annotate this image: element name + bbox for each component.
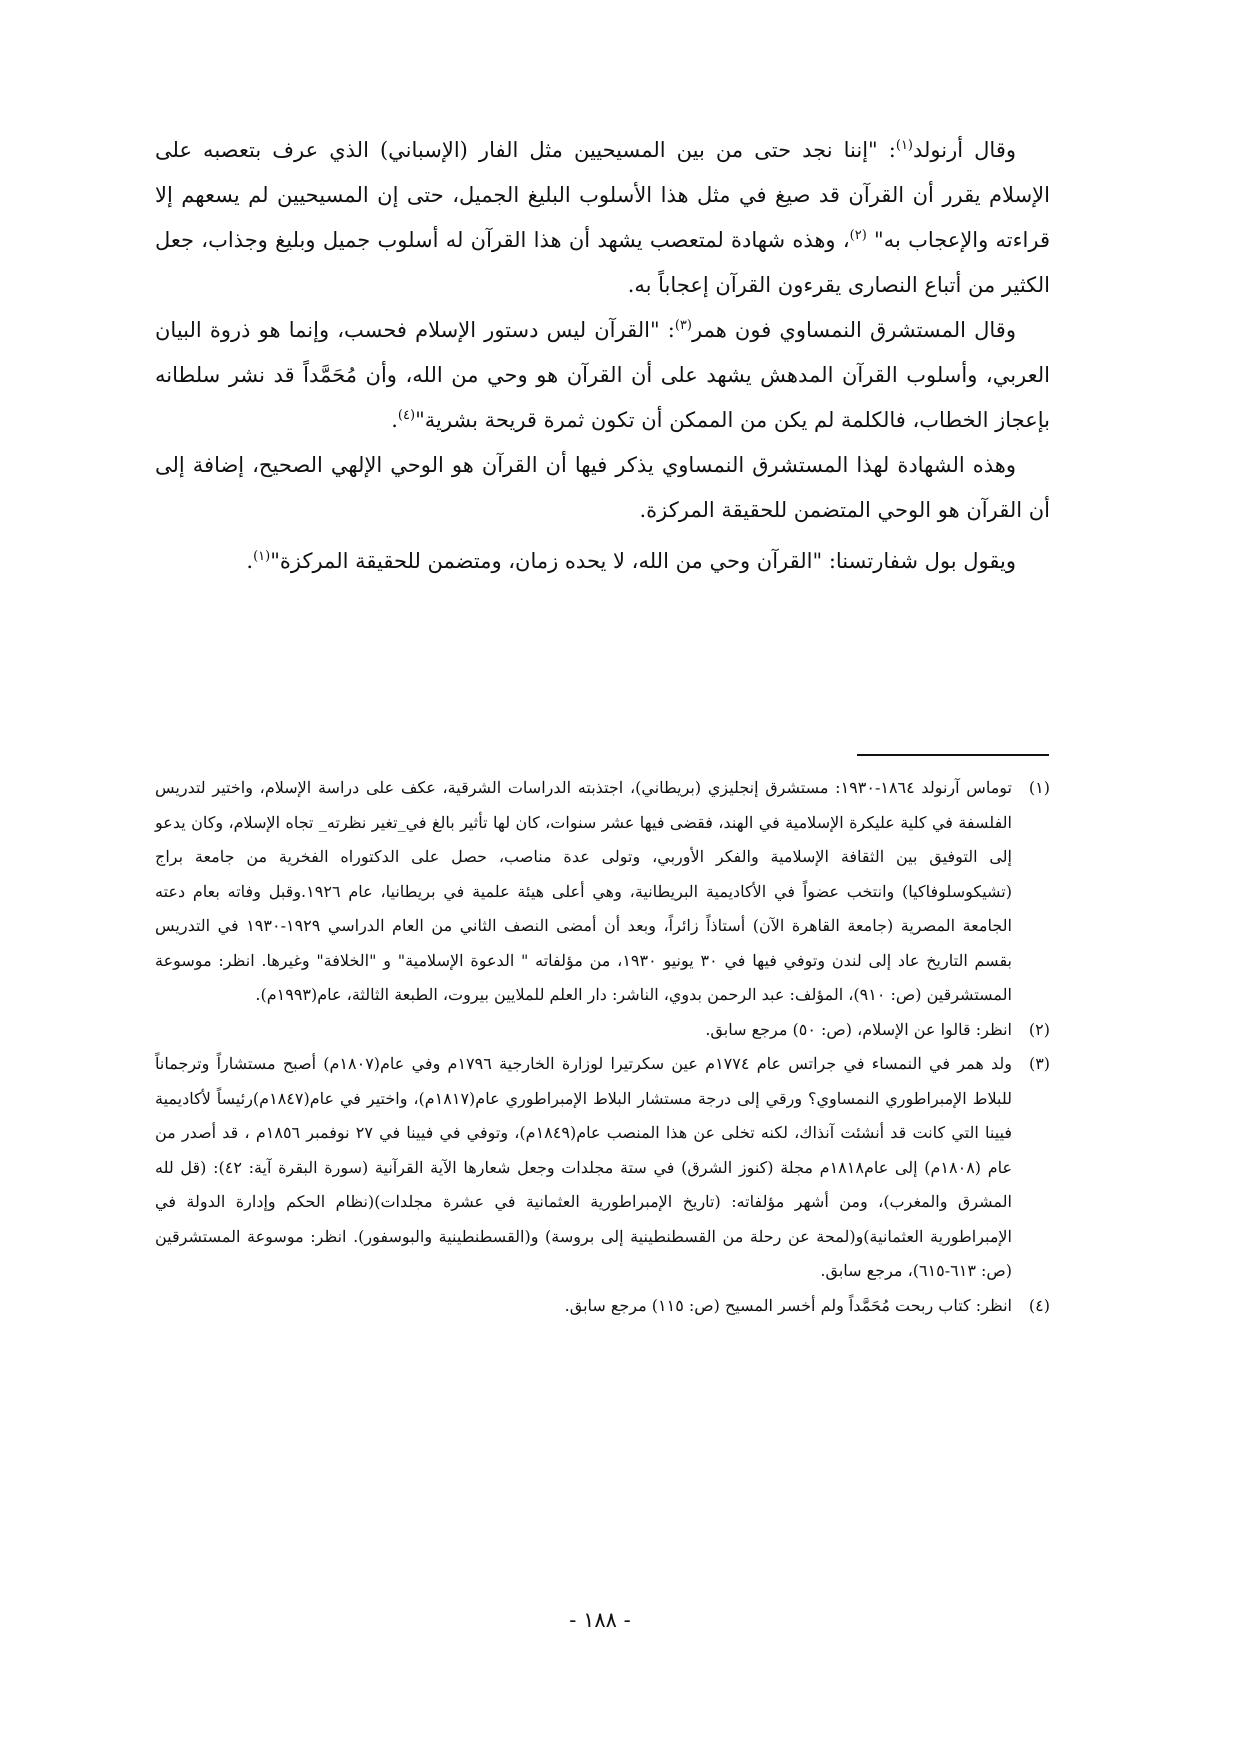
footnote-ref-1[interactable]: (١) <box>895 138 913 153</box>
paragraph-hammer-quote: وقال المستشرق النمساوي فون همر$^{(٣)}$: "القرآن ليس دستور الإسلام فحسب، وإنما هو ذروة البيان العربي، وأسلوب القرآن المدهش يشهد على أن القرآن هو وحي من الله، وأن مُحَمَّداً قد نشر سلطانه بإعجاز الخطاب، فالكلمة لم يكن من الممكن أن تكون ثمرة قريحة بشرية"$^{(٤)}$. <box>155 318 1050 432</box>
footnote-ref-2[interactable]: (٢) <box>849 228 867 243</box>
footnote-text: انظر: قالوا عن الإسلام، (ص: ٥٠) مرجع سابق. <box>705 1019 1012 1039</box>
footnote-item <box>155 1047 1050 1289</box>
paragraph-arnold-quote: وقال أرنولد$^{(١)}$: "إننا نجد حتى من بين المسيحيين مثل الفار (الإسباني) الذي عرف بتعصبه على الإسلام يقرر أن القرآن قد صيغ في مثل هذا الأسلوب البليغ الجميل، حتى إن المسيحيين لم يسعهم إلا قراءته والإعجاب به" $^{(٢)}$، وهذه شهادة لمتعصب يشهد أن هذا القرآن له أسلوب جميل وبليغ وجذاب، جعل الكثير من أتباع النصارى يقرءون القرآن إعجاباً به. <box>155 138 1050 297</box>
paragraph-commentary: وهذه الشهادة لهذا المستشرق النمساوي يذكر فيها أن القرآن هو الوحي الإلهي الصحيح، إضافة إلى أن القرآن هو الوحي المتضمن للحقيقة المركزة. <box>155 453 1050 522</box>
footnotes <box>155 771 1050 1323</box>
footnote-text: توماس آرنولد ١٨٦٤-١٩٣٠: مستشرق إنجليزي (بريطاني)، اجتذبته الدراسات الشرقية، عكف على دراسة الإسلام، واختير لتدريس الفلسفة في كلية عليكرة الإسلامية في الهند، فقضى فيها عشر سنوات، كان لها تأثير بالغ في_تغير نظرته_ تجاه الإسلام، وكان يدعو إلى التوفيق بين الثقافة الإسلامية والفكر الأوربي، وتولى عدة مناصب، حصل على الدكتوراه الفخرية من جامعة براج (تشيكوسلوفاكيا) وانتخب عضواً في الأكاديمية البريطانية، وهي أعلى هيئة علمية في بريطانيا، عام ١٩٢٦.وقبل وفاته بعام دعته الجامعة المصرية (جامعة القاهرة الآن) أستاذاً زائراً، وبعد أن أمضى النصف الثاني من العام الدراسي ١٩٢٩-١٩٣٠ في التدريس بقسم التاريخ عاد إلى لندن وتوفي فيها في ٣٠ يونيو ١٩٣٠، من مؤلفاته " الدعوة الإسلامية" و "الخلافة" وغيرها. انظر: موسوعة المستشرقين (ص: ٩١٠)، المؤلف: عبد الرحمن بدوي، الناشر: دار العلم للملايين بيروت، الطبعة الثالثة، عام(١٩٩٣م). <box>155 778 1013 1004</box>
footnote-text: انظر: كتاب ربحت مُحَمَّداً ولم أخسر المسيح (ص: ١١٥) مرجع سابق. <box>564 1295 1012 1315</box>
footnote-number: (٣) <box>1028 1054 1051 1073</box>
footnote-number: (٢) <box>1028 1019 1050 1039</box>
footnote-ref-3[interactable]: (٣) <box>674 318 692 333</box>
footnote-item <box>155 1289 1050 1324</box>
main-text <box>155 128 1050 584</box>
page-number: - ١٨٨ - <box>569 1608 631 1632</box>
footnote-ref-4[interactable]: (٤) <box>397 408 416 423</box>
footnote-text: ولد همر في النمساء في جراتس عام ١٧٧٤م عين سكرتيرا لوزارة الخارجية ١٧٩٦م وفي عام(١٨٠٧م) أصبح مستشاراً وترجماناً للبلاط الإمبراطوري النمساوي؟ ورقي إلى درجة مستشار البلاط الإمبراطوري عام(١٨١٧م)، واختير في عام(١٨٤٧م)رئيساً لأكاديمية فيينا التي كانت قد أنشئت آنذاك، لكنه تخلى عن هذا المنصب عام(١٨٤٩م)، وتوفي في فيينا في ٢٧ نوفمبر ١٨٥٦م ، قد أصدر من عام (١٨٠٨م) إلى عام١٨١٨م مجلة (كنوز الشرق) في ستة مجلدات وجعل شعارها الآية القرآنية (سورة البقرة آية: ٤٢): (قل لله المشرق والمغرب)، ومن أشهر مؤلفاته: (تاريخ الإمبراطورية العثمانية في عشرة مجلدات)(نظام الحكم وإدارة الدولة في الإمبراطورية العثمانية)و(لمحة عن رحلة من القسطنطينية إلى بروسة) و(القسطنطينية والبوسفور). انظر: موسوعة المستشرقين (ص: ٦١٣-٦١٥)، مرجع سابق. <box>155 1054 1013 1280</box>
paragraph-schwarz-quote: ويقول بول شفارتسنا: "القرآن وحي من الله، لا يحده زمان، ومتضمن للحقيقة المركزة"$^{(١)}$. <box>246 549 1016 573</box>
footnote-number: (١) <box>1028 778 1051 797</box>
footnote-item <box>155 1013 1050 1048</box>
footnote-number: (٤) <box>1028 1295 1050 1315</box>
footnote-separator <box>857 754 1049 756</box>
footnote-ref-5[interactable]: (١) <box>253 549 271 564</box>
footnote-item <box>155 771 1050 1013</box>
